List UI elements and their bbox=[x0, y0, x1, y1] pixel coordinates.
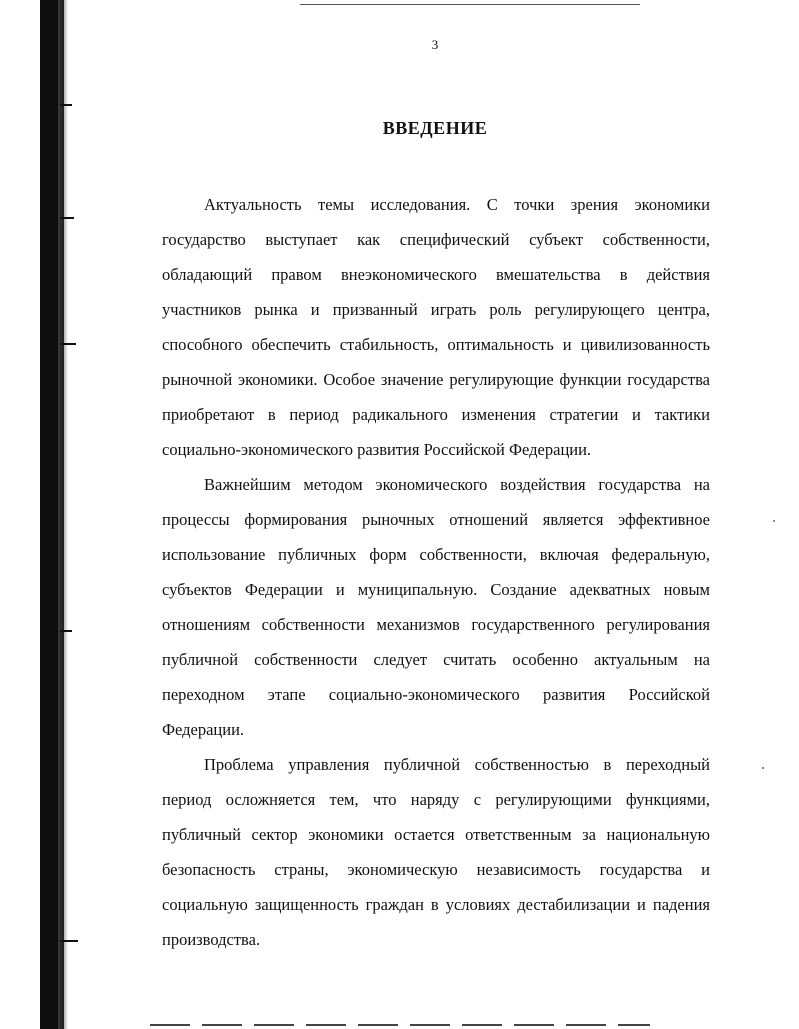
page-number: 3 bbox=[431, 37, 439, 52]
scan-bottom-rule bbox=[150, 1024, 650, 1026]
scan-binding-edge bbox=[40, 0, 64, 1029]
scan-top-rule bbox=[300, 4, 640, 5]
paragraph-3: Проблема управления публичной собственностью в переходный период осложняется тем, что наряду с регулирующими функциями, публичный сектор экономики остается ответственным за национальную безопасность страны, экономическую независимость государства и социальную защищенность граждан в условиях дестабилизации и падения производства. bbox=[162, 755, 710, 949]
scan-artifact-mark bbox=[60, 343, 76, 345]
scan-artifact-mark bbox=[60, 217, 74, 219]
paragraph-2: Важнейшим методом экономического воздействия государства на процессы формирования рыночных отношений является эффективное использование публичных форм собственности, включая федеральную, субъектов Федерации и муниципальную. Создание адекватных новым отношениям собственности механизмов государственного регулирования публичной собственности следует считать особенно актуальным на переходном этапе социально-экономического развития Российской Федерации. bbox=[162, 475, 710, 739]
scan-artifact-mark bbox=[60, 104, 72, 106]
scan-speck bbox=[762, 767, 764, 769]
scan-speck bbox=[773, 520, 775, 522]
scan-artifact-mark bbox=[60, 940, 78, 942]
scan-artifact-mark bbox=[60, 630, 72, 632]
paragraph-1: Актуальность темы исследования. С точки зрения экономики государство выступает как специфический субъект собственности, обладающий правом внеэкономического вмешательства в действия участников рынка и призванный играть роль регулирующего центра, способного обеспечить стабильность, оптимальность и цивилизованность рыночной экономики. Особое значение регулирующие функции государства приобретают в период радикального изменения стратегии и тактики социально-экономического развития Российской Федерации. bbox=[162, 195, 710, 459]
body-text bbox=[162, 187, 710, 957]
section-heading: ВВЕДЕНИЕ bbox=[382, 118, 488, 138]
